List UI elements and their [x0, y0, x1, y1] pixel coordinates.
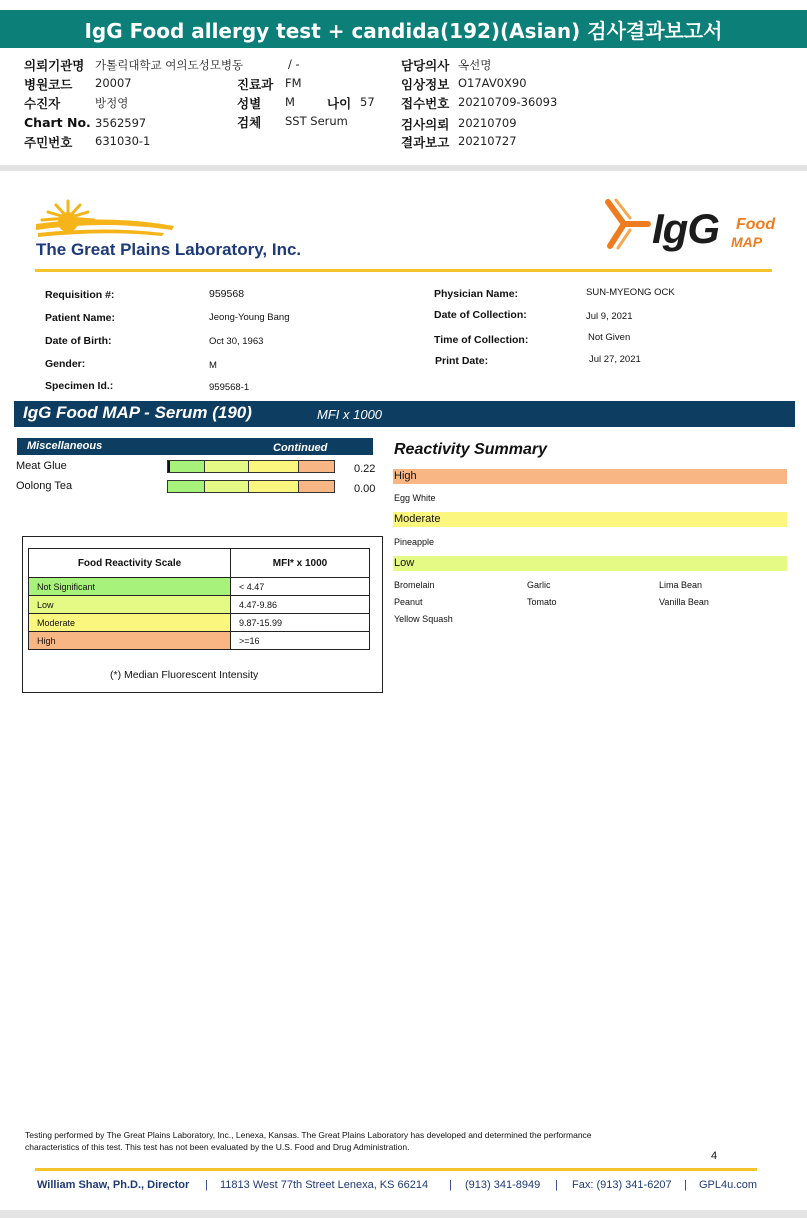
sex-label: 성별: [237, 96, 262, 111]
scale-category: Moderate: [29, 614, 231, 632]
patient-name-value: Jeong-Young Bang: [209, 312, 290, 323]
scale-category: Not Significant: [29, 578, 231, 596]
chart-label: Chart No.: [24, 115, 91, 130]
food-name: Meat Glue: [16, 460, 67, 472]
summary-band-high: [393, 469, 787, 484]
food-name: Oolong Tea: [16, 480, 73, 492]
requisition-value: 959568: [209, 288, 245, 300]
summary-item: Yellow Squash: [394, 614, 453, 624]
print-date-value: Jul 27, 2021: [589, 354, 641, 365]
scale-range: 4.47-9.86: [231, 596, 370, 614]
age-value: 57: [360, 95, 375, 109]
scale-row: [29, 596, 370, 614]
summary-low-label: Low: [394, 557, 415, 569]
gender-value: M: [209, 360, 217, 371]
summary-item: Egg White: [394, 493, 436, 503]
physician-value: SUN-MYEONG OCK: [586, 287, 675, 298]
collection-date-value: Jul 9, 2021: [586, 311, 633, 322]
patient-value: 방정영: [95, 96, 129, 110]
footer-separator: |: [684, 1179, 687, 1191]
scale-category: High: [29, 632, 231, 650]
institution-value: 가톨릭대학교 여의도성모병동: [95, 58, 244, 72]
summary-title: Reactivity Summary: [394, 441, 547, 458]
receipt-value: 20210709-36093: [458, 95, 558, 109]
scale-row: [29, 614, 370, 632]
collection-time-label: Time of Collection:: [434, 334, 529, 346]
bar-segment-not-significant: [168, 461, 205, 472]
sex-value: M: [285, 95, 295, 109]
section-unit: MFI x 1000: [317, 407, 383, 422]
bar-segment-low: [205, 481, 250, 492]
director-name: William Shaw, Ph.D., Director: [37, 1179, 190, 1191]
summary-high-label: High: [394, 470, 417, 482]
group-name: Miscellaneous: [27, 440, 103, 452]
specimen-label: Specimen Id.:: [45, 380, 114, 392]
dept-label: 진료과: [237, 77, 274, 92]
id-label: 주민번호: [24, 135, 73, 150]
group-continued: Continued: [273, 442, 328, 454]
request-value: 20210709: [458, 116, 517, 130]
scale-row: [29, 632, 370, 650]
patient-name-label: Patient Name:: [45, 312, 116, 324]
id-value: 631030-1: [95, 134, 151, 148]
sun-logo-icon: [34, 196, 179, 244]
bar-segment-low: [205, 461, 250, 472]
specimen-value: 959568-1: [209, 382, 250, 393]
report-title: IgG Food allergy test + candida(192)(Asian) 검사결과보고서: [84, 18, 723, 43]
brand-food: Food: [736, 216, 776, 233]
gender-label: Gender:: [45, 358, 86, 370]
report-value: 20210727: [458, 134, 517, 148]
bar-segment-high: [299, 481, 334, 492]
reactivity-bar: [167, 480, 335, 493]
collection-time-value: Not Given: [588, 332, 631, 343]
disclaimer-line-1: Testing performed by The Great Plains Laboratory, Inc., Lenexa, Kansas. The Great Plains Laboratory has developed and determined the performance: [25, 1130, 592, 1140]
age-label: 나이: [327, 96, 352, 111]
summary-band-moderate: [393, 512, 787, 527]
brand-igg: IgG: [652, 205, 719, 252]
footer-separator: |: [555, 1179, 558, 1191]
lab-address: 11813 West 77th Street Lenexa, KS 66214: [220, 1179, 429, 1191]
value-marker: [168, 461, 170, 472]
summary-item: Tomato: [527, 597, 557, 607]
clinical-value: O17AV0X90: [458, 76, 527, 90]
scale-header-category: Food Reactivity Scale: [29, 549, 231, 578]
food-value: 0.00: [354, 483, 376, 495]
scale-header-mfi: MFI* x 1000: [231, 549, 370, 578]
scale-range: >=16: [231, 632, 370, 650]
requisition-label: Requisition #:: [45, 289, 115, 301]
scale-note: (*) Median Fluorescent Intensity: [110, 669, 259, 681]
summary-item: Bromelain: [394, 580, 435, 590]
footer-separator: |: [449, 1179, 452, 1191]
page-number: 4: [711, 1150, 718, 1162]
bar-segment-high: [299, 461, 334, 472]
scale-row: [29, 578, 370, 596]
request-label: 검사의뢰: [401, 117, 450, 132]
institution-label: 의뢰기관명: [24, 58, 85, 73]
hospital-code-value: 20007: [95, 76, 132, 90]
institution-slash: / -: [288, 57, 300, 71]
receipt-label: 접수번호: [401, 96, 450, 111]
physician-label: Physician Name:: [434, 288, 519, 300]
brand-map: MAP: [731, 234, 763, 250]
footer-separator: |: [205, 1179, 208, 1191]
reactivity-bar: [167, 460, 335, 473]
dob-value: Oct 30, 1963: [209, 336, 264, 347]
summary-band-low: [393, 556, 787, 571]
summary-item: Peanut: [394, 597, 423, 607]
summary-item: Vanilla Bean: [659, 597, 709, 607]
clinical-label: 임상정보: [401, 77, 450, 92]
lab-name: The Great Plains Laboratory, Inc.: [36, 240, 302, 259]
lab-website[interactable]: GPL4u.com: [699, 1179, 758, 1191]
patient-label: 수진자: [24, 96, 61, 111]
dob-label: Date of Birth:: [45, 335, 112, 347]
bar-segment-moderate: [249, 461, 299, 472]
food-value: 0.22: [354, 463, 376, 475]
chart-value: 3562597: [95, 116, 147, 130]
summary-moderate-label: Moderate: [394, 513, 441, 525]
section-bar: [14, 401, 795, 427]
footer-rule: [35, 1168, 757, 1171]
summary-item: Garlic: [527, 580, 551, 590]
scale-range: 9.87-15.99: [231, 614, 370, 632]
sample-value: SST Serum: [285, 114, 348, 128]
dept-value: FM: [285, 76, 302, 90]
page-bottom-band: [0, 1210, 807, 1218]
group-bar: [17, 438, 373, 455]
section-title: IgG Food MAP - Serum (190): [23, 403, 252, 422]
collection-date-label: Date of Collection:: [434, 309, 527, 321]
report-title-bar: [0, 10, 807, 48]
lab-fax: Fax: (913) 341-6207: [572, 1179, 672, 1191]
summary-item: Pineapple: [394, 537, 435, 547]
summary-item: Lima Bean: [659, 580, 703, 590]
scale-category: Low: [29, 596, 231, 614]
print-date-label: Print Date:: [435, 355, 489, 367]
hospital-code-label: 병원코드: [24, 77, 73, 92]
page-separator: [0, 165, 807, 171]
doctor-value: 옥선명: [458, 58, 492, 72]
reactivity-scale-table: [28, 548, 370, 650]
bar-segment-moderate: [249, 481, 299, 492]
report-label: 결과보고: [401, 135, 450, 150]
bar-segment-not-significant: [168, 481, 205, 492]
disclaimer-line-2: characteristics of this test. This test has not been evaluated by the U.S. Food and Drug Administration.: [25, 1142, 410, 1152]
doctor-label: 담당의사: [401, 58, 450, 73]
scale-range: < 4.47: [231, 578, 370, 596]
sample-label: 검체: [237, 115, 262, 130]
header-rule: [35, 269, 772, 272]
lab-phone: (913) 341-8949: [465, 1179, 541, 1191]
antibody-logo-icon: [600, 198, 655, 252]
